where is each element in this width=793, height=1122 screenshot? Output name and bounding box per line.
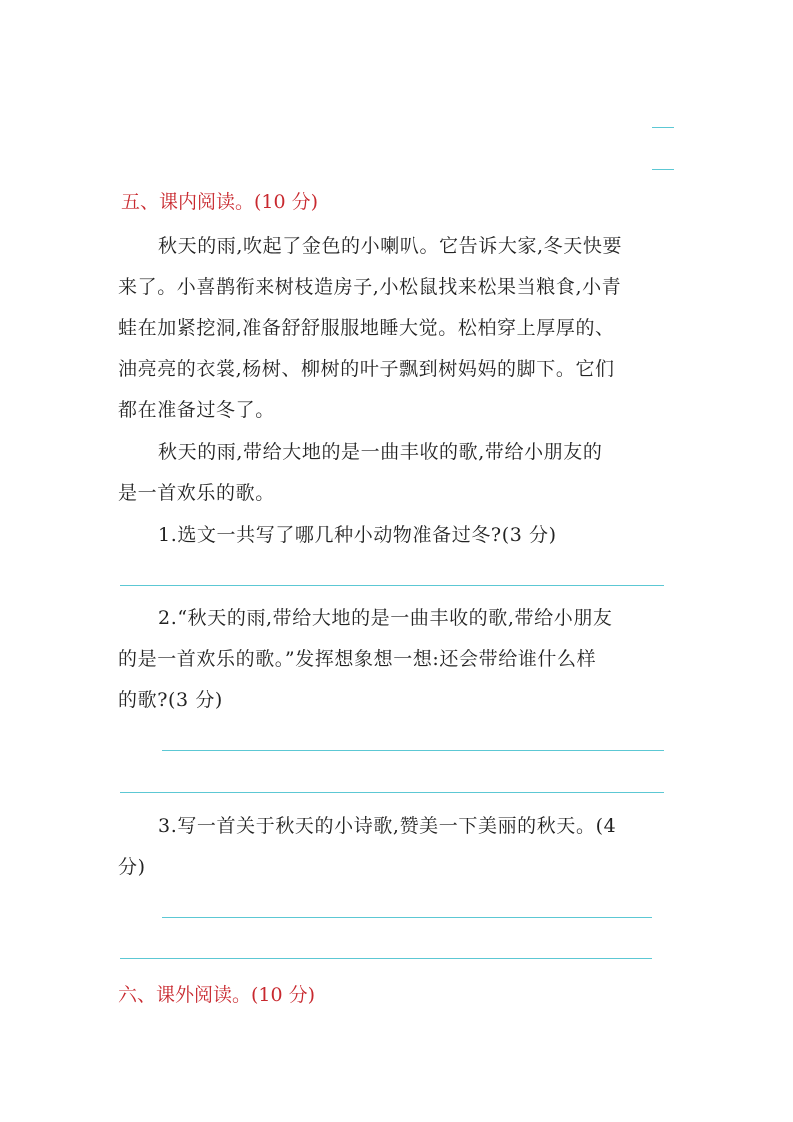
- passage-line: 是一首欢乐的歌。: [118, 482, 275, 504]
- answer-line-q3[interactable]: [162, 917, 652, 918]
- passage-line: 都在准备过冬了。: [118, 399, 275, 421]
- answer-line-q2[interactable]: [162, 750, 664, 751]
- question-3-line: 3.写一首关于秋天的小诗歌,赞美一下美丽的秋天。(4: [158, 815, 617, 837]
- passage-line: 蛙在加紧挖洞,准备舒舒服服地睡大觉。松柏穿上厚厚的、: [118, 317, 615, 339]
- question-1: 1.选文一共写了哪几种小动物准备过冬?(3 分): [158, 524, 557, 546]
- passage-line: 秋天的雨,吹起了金色的小喇叭。它告诉大家,冬天快要: [158, 235, 623, 257]
- answer-line-q3[interactable]: [120, 958, 652, 959]
- answer-line-short[interactable]: [652, 127, 674, 128]
- answer-line-q1[interactable]: [120, 585, 664, 586]
- passage-line: 来了。小喜鹊衔来树枝造房子,小松鼠找来松果当粮食,小青: [118, 276, 622, 298]
- section-6-heading: 六、课外阅读。(10 分): [118, 984, 316, 1006]
- section-5-heading: 五、课内阅读。(10 分): [121, 191, 319, 213]
- question-2-line: 的歌?(3 分): [118, 689, 223, 711]
- question-2-line: 的是一首欢乐的歌。”发挥想象想一想:还会带给谁什么样: [118, 648, 597, 670]
- passage-line: 油亮亮的衣裳,杨树、柳树的叶子飘到树妈妈的脚下。它们: [118, 358, 615, 380]
- question-2-line: 2.“秋天的雨,带给大地的是一曲丰收的歌,带给小朋友: [158, 607, 613, 629]
- passage-line: 秋天的雨,带给大地的是一曲丰收的歌,带给小朋友的: [158, 441, 603, 463]
- answer-line-short[interactable]: [652, 169, 674, 170]
- question-3-line: 分): [118, 856, 146, 878]
- answer-line-q2[interactable]: [120, 792, 664, 793]
